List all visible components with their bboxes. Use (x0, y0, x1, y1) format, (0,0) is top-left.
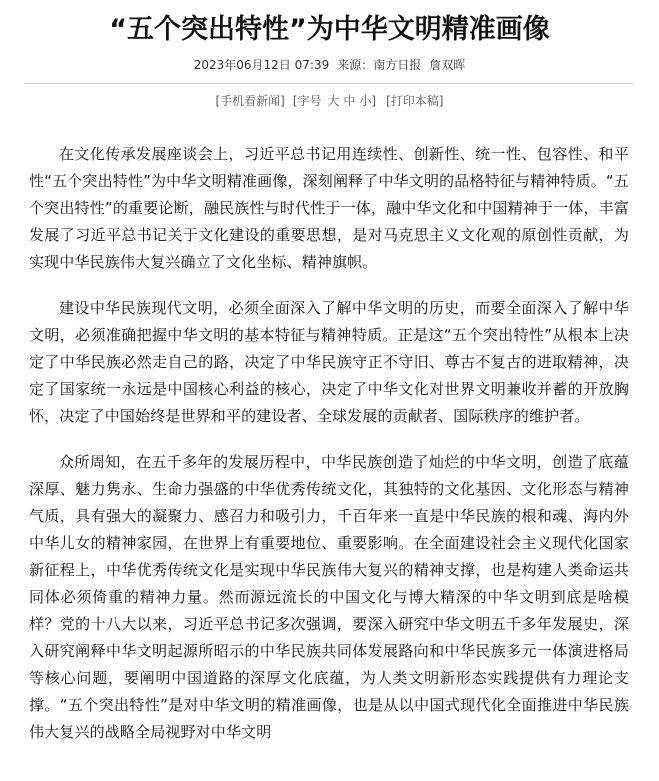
paragraph: 众所周知，在五千多年的发展历程中，中华民族创造了灿烂的中华文明，创造了底蕴深厚、魅力隽永、生命力强盛的中华优秀传统文化，其独特的文化基因、文化形态与精神气质，具有强大的凝聚力、感召力和吸引力，千百年来一直是中华民族的根和魂、海内外中华儿女的精神家园，在世界上有重要地位、重要影响。在全面建设社会主义现代化国家新征程上，中华优秀传统文化是实现中华民族伟大复兴的精神支撑，也是构建人类命运共同体必须倚重的精神力量。然而源远流长的中国文化与博大精深的中华文明到底是啥模样？党的十八大以来，习近平总书记多次强调，要深入研究中华文明五千多年发展史，深入研究阐释中华文明起源所昭示的中华民族共同体发展路向和中华民族多元一体演进格局等核心问题，要阐明中国道路的深厚文化底蕴，为人类文明新形态实践提供有力理论支撑。“五个突出特性”是对中华文明的精准画像，也是从以中国式现代化全面推进中华民族伟大复兴的战略全局视野对中华文明 (29, 453, 629, 741)
publish-date: 2023年06月12日 07:39 (193, 58, 330, 72)
paragraph: 在文化传承发展座谈会上，习近平总书记用连续性、创新性、统一性、包容性、和平性“五个突出特性”为中华文明精准画像，深刻阐释了中华文明的品格特征与精神特质。“五个突出特性”的重要论断，融民族性与时代性于一体，融中华文化和中国精神于一体，丰富发展了习近平总书记关于文化建设的重要思想，是对马克思主义文化观的原创性贡献，为实现中华民族伟大复兴确立了文化坐标、精神旗帜。 (29, 145, 629, 271)
article-meta (0, 56, 659, 74)
author-name: 詹双晖 (429, 58, 466, 72)
paragraph: 建设中华民族现代文明，必须全面深入了解中华文明的历史，而要全面深入了解中华文明，必须准确把握中华文明的基本特征与精神特质。正是这“五个突出特性”从根本上决定了中华民族必然走自己的路，决定了中华民族守正不守旧、尊古不复古的进取精神，决定了国家统一永远是中国核心利益的核心，决定了中华文化对世界文明兼收并蓄的开放胸怀，决定了中国始终是世界和平的建设者、全球发展的贡献者、国际秩序的维护者。 (29, 299, 629, 425)
article-body (29, 141, 629, 765)
source-label: 来源：南方日报 (337, 58, 422, 72)
article-title: “五个突出特性”为中华文明精准画像 (109, 14, 550, 45)
font-size-medium-link[interactable]: 中 (343, 94, 356, 108)
mobile-view-link[interactable]: [手机看新闻] (215, 94, 285, 108)
header-divider (24, 83, 634, 84)
article-toolbar (0, 92, 659, 110)
print-link[interactable]: [打印本稿] (386, 94, 444, 108)
font-size-label: [字号 (292, 94, 322, 108)
font-size-large-link[interactable]: 大 (327, 94, 340, 108)
font-size-small-link[interactable]: 小] (359, 94, 377, 108)
